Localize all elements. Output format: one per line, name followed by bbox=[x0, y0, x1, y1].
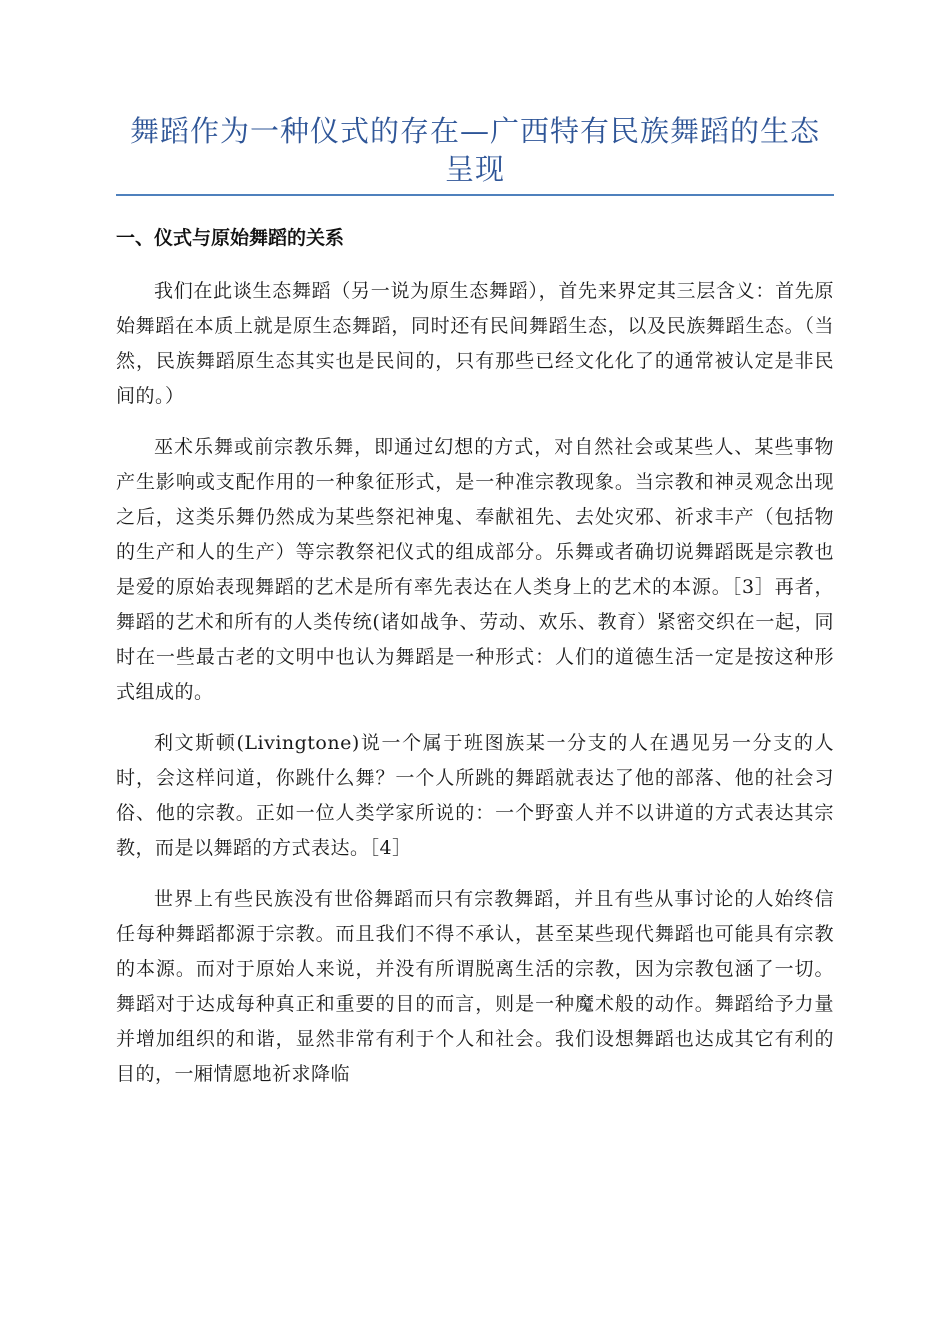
document-page bbox=[116, 112, 834, 1092]
body-paragraph-1: 我们在此谈生态舞蹈（另一说为原生态舞蹈），首先来界定其三层含义：首先原始舞蹈在本质上就是原生态舞蹈，同时还有民间舞蹈生态，以及民族舞蹈生态。（当然，民族舞蹈原生态其实也是民间的，只有那些已经文化化了的通常被认定是非民间的。） bbox=[116, 280, 834, 407]
section-heading: 一、仪式与原始舞蹈的关系 bbox=[116, 227, 345, 249]
title-underline bbox=[116, 194, 834, 196]
body-paragraph-3: 利文斯顿(Livingtone)说一个属于班图族某一分支的人在遇见另一分支的人时，会这样问道，你跳什么舞？一个人所跳的舞蹈就表达了他的部落、他的社会习俗、他的宗教。正如一位人类学家所说的：一个野蛮人并不以讲道的方式表达其宗教，而是以舞蹈的方式表达。［4］ bbox=[116, 732, 834, 859]
body-paragraph-4: 世界上有些民族没有世俗舞蹈而只有宗教舞蹈，并且有些从事讨论的人始终信任每种舞蹈都源于宗教。而且我们不得不承认，甚至某些现代舞蹈也可能具有宗教的本源。而对于原始人来说，并没有所谓脱离生活的宗教，因为宗教包涵了一切。舞蹈对于达成每种真正和重要的目的而言，则是一种魔术般的动作。舞蹈给予力量并增加组织的和谐，显然非常有利于个人和社会。我们设想舞蹈也达成其它有利的目的，一厢情愿地祈求降临 bbox=[116, 888, 834, 1085]
body-paragraph-2: 巫术乐舞或前宗教乐舞，即通过幻想的方式，对自然社会或某些人、某些事物产生影响或支配作用的一种象征形式，是一种准宗教现象。当宗教和神灵观念出现之后，这类乐舞仍然成为某些祭祀神鬼、奉献祖先、去处灾邪、祈求丰产（包括物的生产和人的生产）等宗教祭祀仪式的组成部分。乐舞或者确切说舞蹈既是宗教也是爱的原始表现舞蹈的艺术是所有率先表达在人类身上的艺术的本源。［3］再者，舞蹈的艺术和所有的人类传统(诸如战争、劳动、欢乐、教育）紧密交织在一起，同时在一些最古老的文明中也认为舞蹈是一种形式：人们的道德生活一定是按这种形式组成的。 bbox=[116, 436, 834, 703]
document-title: 舞蹈作为一种仪式的存在—广西特有民族舞蹈的生态呈现 bbox=[129, 114, 820, 186]
